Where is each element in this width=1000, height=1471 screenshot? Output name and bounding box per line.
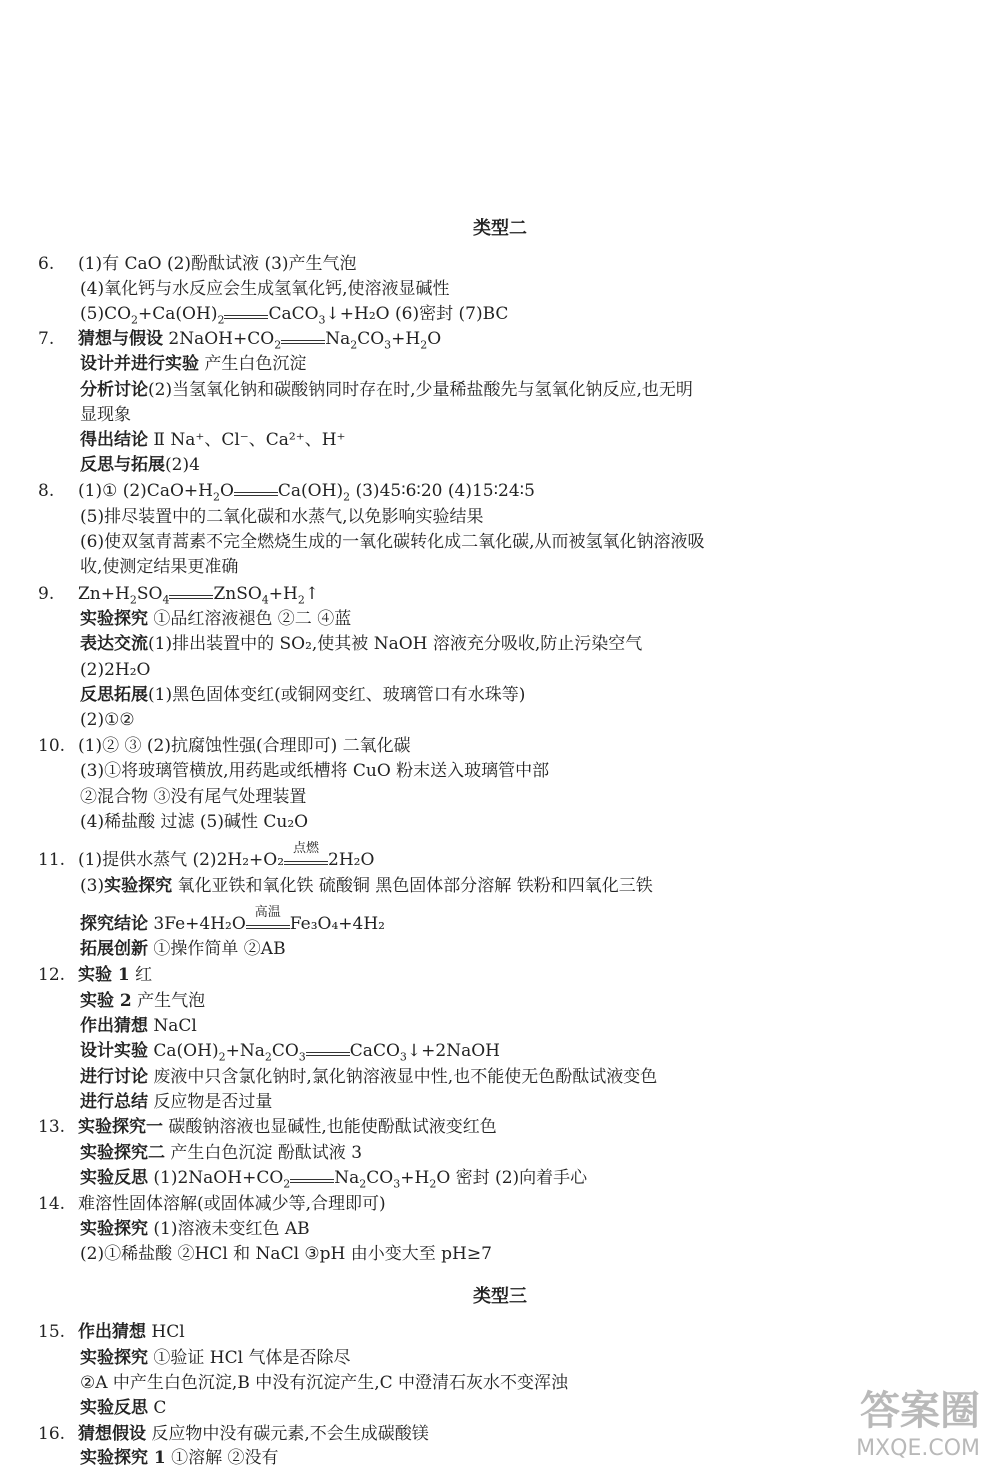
q15-line-4: 实验反思 C: [80, 1398, 167, 1418]
q16-line-1: 16. 猜想假设 反应物中没有碳元素,不会生成碳酸镁: [38, 1424, 429, 1444]
q6-line-3: $(5)CO_2+Ca(OH)_2$ CaCO$_3$↓+H₂O (6)密封 (7)BC: [80, 304, 509, 327]
q13-line-3: 实验反思 $(1)2NaOH+CO_2$ $Na_2CO_3+H_2O$ 密封 (2)向着手心: [80, 1168, 588, 1191]
q14-line-3: (2)①稀盐酸 ②HCl 和 NaCl ③pH 由小变大至 pH≥7: [80, 1244, 492, 1264]
q11-line-4: 拓展创新 ①操作简单 ②AB: [80, 939, 286, 959]
q10-line-3: ②混合物 ③没有尾气处理装置: [80, 787, 307, 807]
q10-line-2: (3)①将玻璃管横放,用药匙或纸槽将 CuO 粉末送入玻璃管中部: [80, 761, 550, 781]
q8-line-2: (5)排尽装置中的二氧化碳和水蒸气,以免影响实验结果: [80, 507, 484, 527]
q15-line-3: ②A 中产生白色沉淀,B 中没有沉淀产生,C 中澄清石灰水不变浑浊: [80, 1373, 569, 1393]
q8-line-1: 8. (1)① $(2)CaO+H_2O$ $Ca(OH)_2$ (3)45∶6∶20 (4)15∶24∶5: [38, 481, 535, 504]
section-heading-type-3: 类型三: [473, 1286, 527, 1307]
q8-line-3: (6)使双氢青蒿素不完全燃烧生成的一氧化碳转化成二氧化碳,从而被氢氧化钠溶液吸: [80, 532, 705, 552]
q9-line-5: 反思拓展(1)黑色固体变红(或铜网变红、玻璃管口有水珠等): [80, 685, 526, 705]
watermark-logo: 答案圈: [860, 1388, 980, 1434]
q12-line-4: 设计实验 $Ca(OH)_2+Na_2CO_3$ CaCO$_3$↓+2NaOH: [80, 1041, 500, 1064]
q12-line-3: 作出猜想 NaCl: [80, 1016, 197, 1036]
q12-line-6: 进行总结 反应物是否过量: [80, 1092, 273, 1112]
q13-line-2: 实验探究二 产生白色沉淀 酚酞试液 3: [80, 1143, 363, 1163]
q11-line-2: (3)实验探究 氧化亚铁和氧化铁 硫酸铜 黑色固体部分溶解 铁粉和四氧化三铁: [80, 876, 653, 896]
q7-line-3: 分析讨论(2)当氢氧化钠和碳酸钠同时存在时,少量稀盐酸先与氢氧化钠反应,也无明: [80, 380, 693, 400]
q12-line-1: 12. 实验 1 红: [38, 965, 153, 985]
watermark-url: MXQE.COM: [856, 1436, 980, 1461]
q9-line-2: 实验探究 ①品红溶液褪色 ②二 ④蓝: [80, 609, 352, 629]
q12-line-2: 实验 2 产生气泡: [80, 991, 206, 1011]
q11-line-1: 11. (1)提供水蒸气 (2)2H₂+O₂ 点燃 2H₂O: [38, 841, 375, 870]
q7-line-1: 7. 猜想与假设 $2NaOH+CO_2$ $Na_2CO_3+H_2O$: [38, 329, 442, 352]
q10-line-1: 10. (1)② ③ (2)抗腐蚀性强(合理即可) 二氧化碳: [38, 736, 411, 756]
q11-line-3: 探究结论 3Fe+4H₂O 高温 Fe₃O₄+4H₂: [80, 905, 385, 934]
q12-line-5: 进行讨论 废液中只含氯化钠时,氯化钠溶液显中性,也不能使无色酚酞试液变色: [80, 1067, 658, 1087]
q9-line-1: 9. $Zn+H_2SO_4$ $ZnSO_4+H_2↑$: [38, 584, 320, 607]
q6-line-1: 6. (1)有 CaO (2)酚酞试液 (3)产生气泡: [38, 254, 357, 274]
q13-line-1: 13. 实验探究一 碳酸钠溶液也显碱性,也能使酚酞试液变红色: [38, 1117, 497, 1137]
q14-line-1: 14. 难溶性固体溶解(或固体减少等,合理即可): [38, 1194, 386, 1214]
section-heading-type-2: 类型二: [473, 218, 527, 239]
q9-line-4: (2)2H₂O: [80, 660, 151, 680]
q6-line-2: (4)氧化钙与水反应会生成氢氧化钙,使溶液显碱性: [80, 279, 450, 299]
q8-line-4: 收,使测定结果更准确: [80, 557, 239, 577]
watermark: [856, 1379, 980, 1461]
q15-line-1: 15. 作出猜想 HCl: [38, 1322, 185, 1342]
q7-line-6: 反思与拓展(2)4: [80, 455, 200, 475]
q9-line-3: 表达交流(1)排出装置中的 SO₂,使其被 NaOH 溶液充分吸收,防止污染空气: [80, 634, 643, 654]
q16-line-2: 实验探究 1 ①溶解 ②没有: [80, 1448, 279, 1468]
q7-line-4: 显现象: [80, 405, 131, 425]
q9-line-6: (2)①②: [80, 710, 135, 730]
q7-line-2: 设计并进行实验 产生白色沉淀: [80, 354, 307, 374]
q14-line-2: 实验探究 (1)溶液未变红色 AB: [80, 1219, 310, 1239]
q15-line-2: 实验探究 ①验证 HCl 气体是否除尽: [80, 1348, 351, 1368]
q7-line-5: 得出结论 Ⅱ Na⁺、Cl⁻、Ca²⁺、H⁺: [80, 430, 346, 450]
q10-line-4: (4)稀盐酸 过滤 (5)碱性 Cu₂O: [80, 812, 309, 832]
